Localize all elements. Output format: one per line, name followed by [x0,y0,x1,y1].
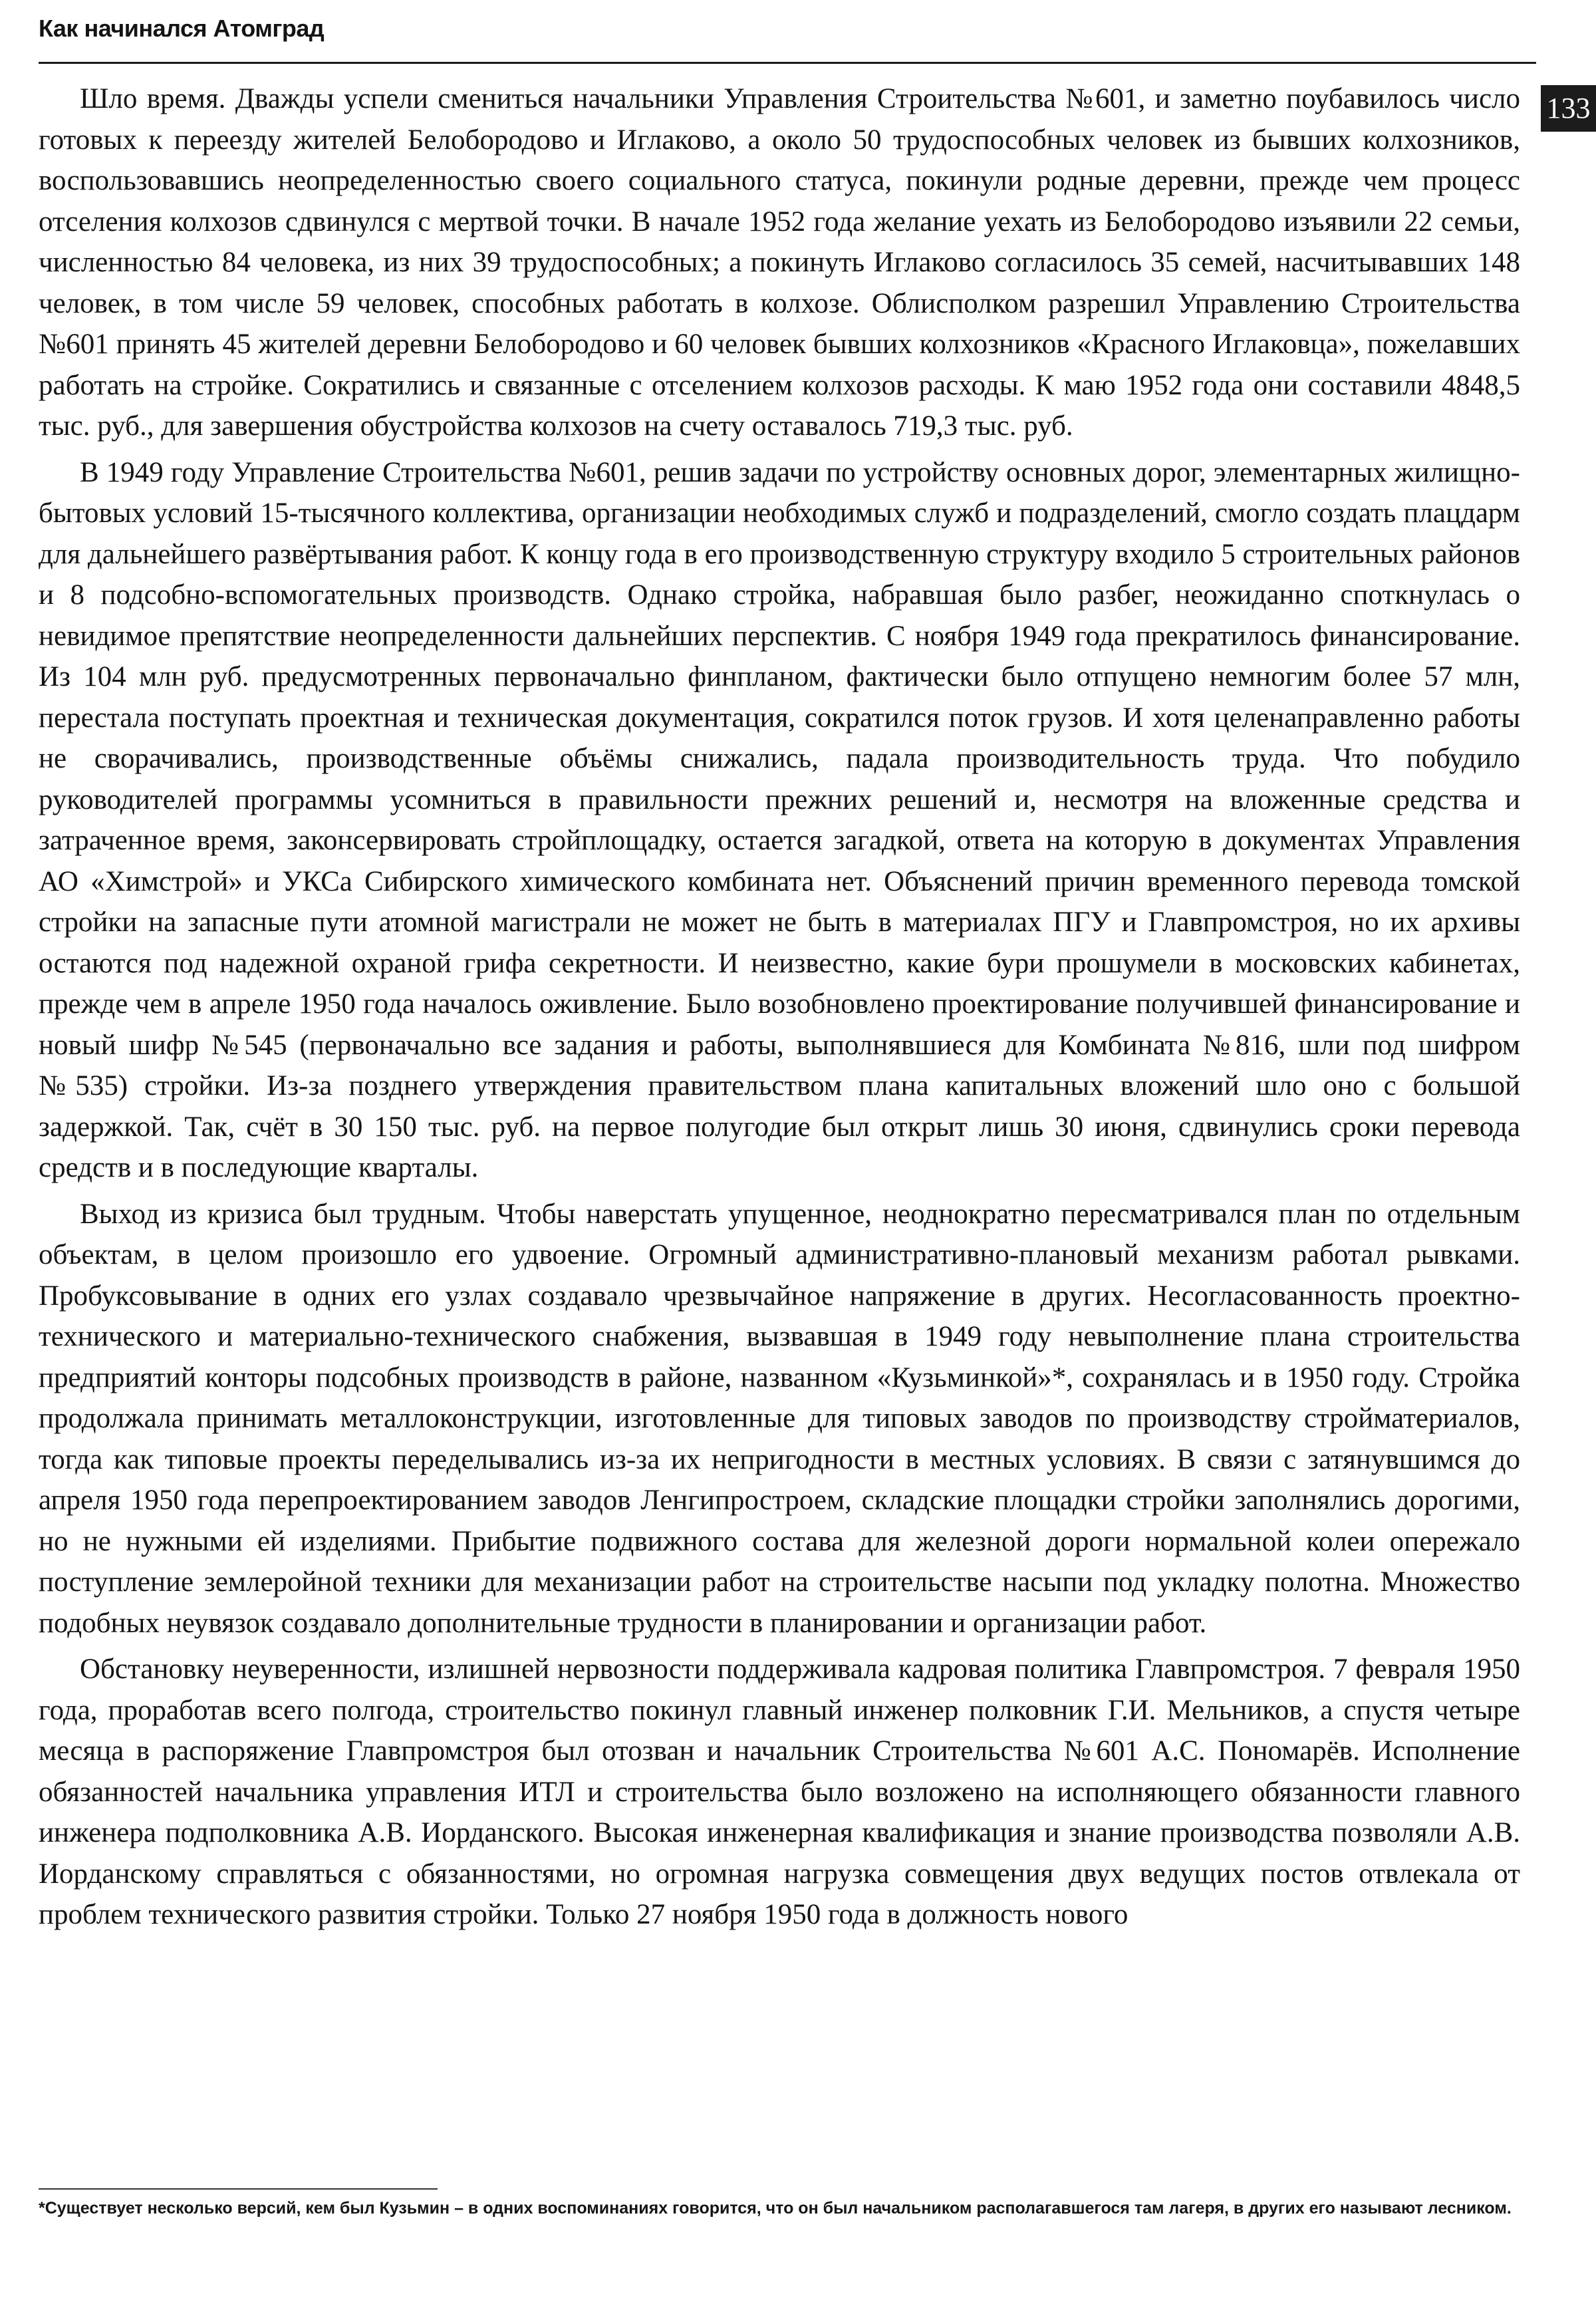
running-header: Как начинался Атомград [39,15,325,42]
paragraph-2: В 1949 году Управление Строительства №601, решив задачи по устройству основных дорог, элементарных жилищно-бытовых условий 15-тысячного коллектива, организации необходимых служб и подразделений, смогло создать плацдарм для дальнейшего развёртывания работ. К концу года в его производственную структуру входило 5 строительных районов и 8 подсобно-вспомогательных производств. Однако стройка, набравшая было разбег, неожиданно споткнулась о невидимое препятствие неопределенности дальнейших перспектив. С ноября 1949 года прекратилось финансирование. Из 104 млн руб. предусмотренных первоначально финпланом, фактически было отпущено немногим более 57 млн, перестала поступать проектная и техническая документация, сократился поток грузов. И хотя целенаправленно работы не сворачивались, производственные объёмы снижались, падала производительность труда. Что побудило руководителей программы усомниться в правильности прежних решений и, несмотря на вложенные средства и затраченное время, законсервировать стройплощадку, остается загадкой, ответа на которую в документах Управления АО «Химстрой» и УКСа Сибирского химического комбината нет. Объяснений причин временного перевода томской стройки на запасные пути атомной магистрали не может не быть в материалах ПГУ и Главпромстроя, но их архивы остаются под надежной охраной грифа секретности. И неизвестно, какие бури прошумели в московских кабинетах, прежде чем в апреле 1950 года началось оживление. Было возобновлено проектирование получившей финансирование и новый шифр №545 (первоначально все задания и работы, выполнявшиеся для Комбината №816, шли под шифром №535) стройки. Из-за позднего утверждения правительством плана капитальных вложений шло оно с большой задержкой. Так, счёт в 30 150 тыс. руб. на первое полугодие был открыт лишь 30 июня, сдвинулись сроки перевода средств и в последующие кварталы. [39,456,1520,1183]
page-number: 133 [1541,85,1596,132]
body-text [39,78,1520,1941]
paragraph-1: Шло время. Дважды успели смениться начальники Управления Строительства №601, и заметно поубавилось число готовых к переезду жителей Белобородово и Иглаково, а около 50 трудоспособных человек из бывших колхозников, воспользовавшись неопределенностью своего социального статуса, покинули родные деревни, прежде чем процесс отселения колхозов сдвинулся с мертвой точки. В начале 1952 года желание уехать из Белобородово изъявили 22 семьи, численностью 84 человека, из них 39 трудоспособных; а покинуть Иглаково согласилось 35 семей, насчитывавших 148 человек, в том числе 59 человек, способных работать в колхозе. Облисполком разрешил Управлению Строительства №601 принять 45 жителей деревни Белобородово и 60 человек бывших колхозников «Красного Иглаковца», пожелавших работать на стройке. Сократились и связанные с отселением колхозов расходы. К маю 1952 года они составили 4848,5 тыс. руб., для завершения обустройства колхозов на счету оставалось 719,3 тыс. руб. [39,83,1520,442]
header-rule [39,62,1536,64]
footnote: *Существует несколько версий, кем был Кузьмин – в одних воспоминаниях говорится, что он был начальником располагавшегося там лагеря, в других его называют лесником. [39,2199,1512,2218]
paragraph-3: Выход из кризиса был трудным. Чтобы наверстать упущенное, неоднократно пересматривался план по отдельным объектам, в целом произошло его удвоение. Огромный административно-плановый механизм работал рывками. Пробуксовывание в одних его узлах создавало чрезвычайное напряжение в других. Несогласованность проектно-технического и материально-технического снабжения, вызвавшая в 1949 году невыполнение плана строительства предприятий конторы подсобных производств в районе, названном «Кузьминкой»*, сохранялась и в 1950 году. Стройка продолжала принимать металлоконструкции, изготовленные для типовых заводов по производству стройматериалов, тогда как типовые проекты переделывались из-за их непригодности в местных условиях. В связи с затянувшимся до апреля 1950 года перепроектированием заводов Ленгипростроем, складские площадки стройки заполнялись дорогими, но не нужными ей изделиями. Прибытие подвижного состава для железной дороги нормальной колеи опережало поступление землеройной техники для механизации работ на строительстве насыпи под укладку полотна. Множество подобных неувязок создавало дополнительные трудности в планировании и организации работ. [39,1198,1520,1639]
footnote-rule [39,2188,438,2190]
paragraph-4: Обстановку неуверенности, излишней нервозности поддерживала кадровая политика Главпромстроя. 7 февраля 1950 года, проработав всего полгода, строительство покинул главный инженер полковник Г.И. Мельников, а спустя четыре месяца в распоряжение Главпромстроя был отозван и начальник Строительства №601 А.С. Пономарёв. Исполнение обязанностей начальника управления ИТЛ и строительства было возложено на исполняющего обязанности главного инженера подполковника А.В. Иорданского. Высокая инженерная квалификация и знание производства позволяли А.В. Иорданскому справляться с обязанностями, но огромная нагрузка совмещения двух ведущих постов отвлекала от проблем технического развития стройки. Только 27 ноября 1950 года в должность нового [39,1654,1520,1930]
